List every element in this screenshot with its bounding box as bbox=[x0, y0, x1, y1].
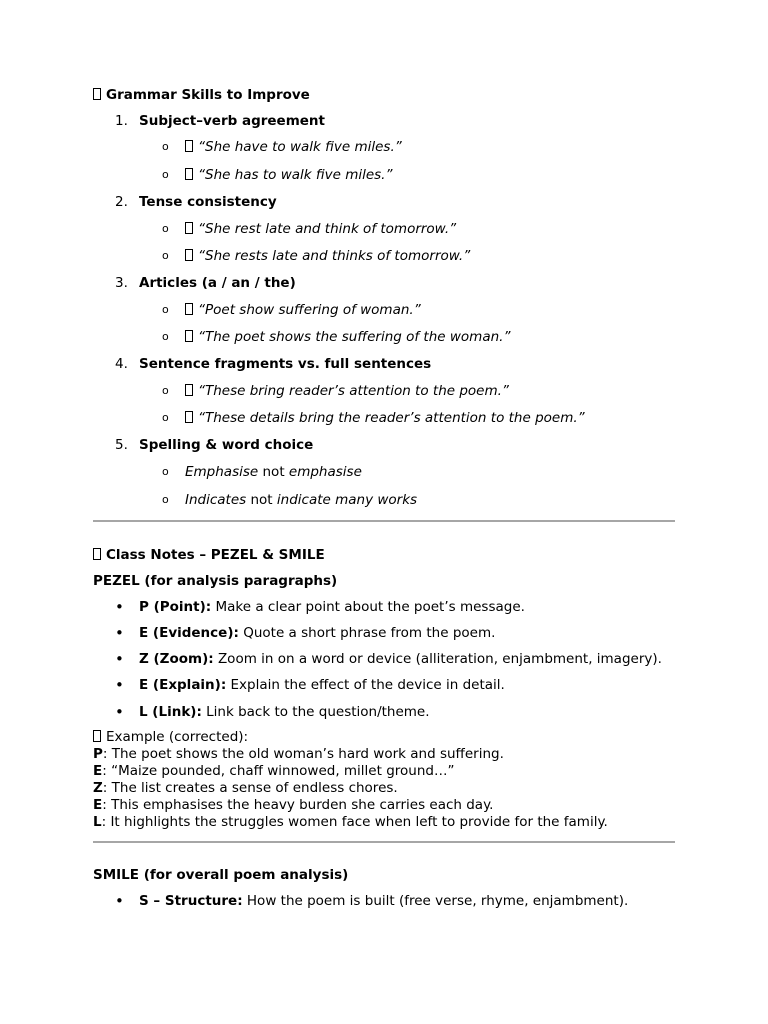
spelling-item bbox=[162, 463, 675, 481]
spelling-list bbox=[93, 463, 675, 509]
smile-text: How the poem is built (free verse, rhyme, enjambment). bbox=[246, 893, 629, 909]
example-text: “She rests late and thinks of tomorrow.” bbox=[198, 248, 471, 264]
check-mark-icon bbox=[185, 249, 193, 261]
example-line-text: : It highlights the struggles women face when left to provide for the family. bbox=[101, 814, 608, 830]
example-key: P bbox=[93, 746, 103, 762]
section-divider bbox=[93, 520, 675, 522]
example-text: “She have to walk five miles.” bbox=[198, 139, 402, 155]
pezel-item bbox=[115, 650, 675, 668]
point-number: 2. bbox=[115, 194, 128, 210]
incorrect-word: indicate many works bbox=[276, 492, 418, 508]
point-number: 1. bbox=[115, 113, 128, 129]
check-mark-icon bbox=[93, 730, 101, 742]
pezel-label: Z (Zoom): bbox=[139, 651, 214, 667]
circle-bullet-icon: o bbox=[162, 222, 169, 235]
smile-heading: SMILE (for overall poem analysis) bbox=[93, 867, 349, 883]
circle-bullet-icon: o bbox=[162, 493, 169, 506]
example-key: E bbox=[93, 763, 103, 779]
notebook-icon bbox=[93, 548, 101, 560]
pezel-label: E (Evidence): bbox=[139, 625, 239, 641]
example-line bbox=[93, 797, 675, 814]
circle-bullet-icon: o bbox=[162, 384, 169, 397]
pezel-label: E (Explain): bbox=[139, 677, 227, 693]
not-word: not bbox=[262, 464, 285, 480]
pezel-item bbox=[115, 598, 675, 616]
example-line bbox=[93, 780, 675, 797]
example-heading bbox=[93, 729, 675, 746]
example-text: “The poet shows the suffering of the woman.” bbox=[198, 329, 511, 345]
circle-bullet-icon: o bbox=[162, 249, 169, 262]
pezel-text: Explain the effect of the device in detail. bbox=[230, 677, 505, 693]
circle-bullet-icon: o bbox=[162, 411, 169, 424]
example-list bbox=[93, 220, 675, 265]
pezel-text: Make a clear point about the poet’s message. bbox=[215, 599, 525, 615]
example-key: E bbox=[93, 797, 103, 813]
check-mark-icon bbox=[185, 168, 193, 180]
bullet-icon: • bbox=[115, 676, 124, 694]
corrected-example bbox=[93, 729, 675, 831]
example-text: “These bring reader’s attention to the poem.” bbox=[198, 383, 509, 399]
example-heading-text: Example (corrected): bbox=[106, 729, 249, 745]
example-line-text: : This emphasises the heavy burden she carries each day. bbox=[102, 797, 494, 813]
example-line bbox=[93, 746, 675, 763]
point-title: Subject–verb agreement bbox=[139, 113, 325, 129]
grammar-point bbox=[93, 112, 675, 184]
grammar-point bbox=[93, 436, 675, 509]
grammar-list bbox=[93, 112, 675, 509]
document-page bbox=[93, 86, 675, 910]
point-number: 3. bbox=[115, 275, 128, 291]
pezel-heading: PEZEL (for analysis paragraphs) bbox=[93, 573, 338, 589]
example-item bbox=[162, 409, 675, 427]
point-title: Spelling & word choice bbox=[139, 437, 314, 453]
point-title: Articles (a / an / the) bbox=[139, 275, 296, 291]
pezel-label: P (Point): bbox=[139, 599, 212, 615]
bullet-icon: • bbox=[115, 703, 124, 721]
example-key: L bbox=[93, 814, 102, 830]
pezel-text: Zoom in on a word or device (alliteration, enjambment, imagery). bbox=[217, 651, 662, 667]
correct-word: Emphasise bbox=[185, 464, 259, 480]
point-title: Sentence fragments vs. full sentences bbox=[139, 356, 432, 372]
grammar-point bbox=[93, 355, 675, 427]
pezel-item bbox=[115, 676, 675, 694]
example-line-text: : The poet shows the old woman’s hard work and suffering. bbox=[102, 746, 504, 762]
grammar-point bbox=[93, 274, 675, 346]
smile-label: S – Structure: bbox=[139, 893, 243, 909]
incorrect-word: emphasise bbox=[288, 464, 362, 480]
circle-bullet-icon: o bbox=[162, 140, 169, 153]
example-line bbox=[93, 814, 675, 831]
pezel-item bbox=[115, 624, 675, 642]
bullet-icon: • bbox=[115, 598, 124, 616]
check-mark-icon bbox=[185, 411, 193, 423]
example-line-text: : “Maize pounded, chaff winnowed, millet ground…” bbox=[102, 763, 455, 779]
example-list bbox=[93, 382, 675, 427]
example-item bbox=[162, 382, 675, 400]
grammar-point bbox=[93, 193, 675, 265]
example-list bbox=[93, 138, 675, 184]
circle-bullet-icon: o bbox=[162, 168, 169, 181]
example-key: Z bbox=[93, 780, 103, 796]
point-number: 4. bbox=[115, 356, 128, 372]
example-text: “She has to walk five miles.” bbox=[198, 167, 393, 183]
notes-heading-text: Class Notes – PEZEL & SMILE bbox=[106, 547, 325, 563]
example-line bbox=[93, 763, 675, 780]
example-item bbox=[162, 328, 675, 346]
clipboard-icon bbox=[93, 88, 101, 100]
example-text: “Poet show suffering of woman.” bbox=[198, 302, 421, 318]
cross-mark-icon bbox=[185, 303, 193, 315]
bullet-icon: • bbox=[115, 624, 124, 642]
pezel-item bbox=[115, 703, 675, 721]
pezel-list bbox=[93, 599, 675, 721]
example-item bbox=[162, 166, 675, 184]
example-item bbox=[162, 301, 675, 319]
check-mark-icon bbox=[185, 330, 193, 342]
bullet-icon: • bbox=[115, 892, 124, 910]
cross-mark-icon bbox=[185, 140, 193, 152]
point-number: 5. bbox=[115, 437, 128, 453]
correct-word: Indicates bbox=[185, 492, 247, 508]
grammar-heading bbox=[93, 86, 675, 104]
circle-bullet-icon: o bbox=[162, 330, 169, 343]
point-title: Tense consistency bbox=[139, 194, 277, 210]
circle-bullet-icon: o bbox=[162, 465, 169, 478]
grammar-heading-text: Grammar Skills to Improve bbox=[106, 87, 310, 103]
spelling-item bbox=[162, 491, 675, 509]
example-text: “These details bring the reader’s attention to the poem.” bbox=[198, 410, 585, 426]
example-line-text: : The list creates a sense of endless chores. bbox=[102, 780, 398, 796]
cross-mark-icon bbox=[185, 222, 193, 234]
example-item bbox=[162, 247, 675, 265]
example-item bbox=[162, 138, 675, 156]
example-list bbox=[93, 301, 675, 346]
section-divider bbox=[93, 841, 675, 843]
smile-item bbox=[115, 892, 675, 910]
pezel-text: Link back to the question/theme. bbox=[206, 704, 430, 720]
not-word: not bbox=[250, 492, 273, 508]
circle-bullet-icon: o bbox=[162, 303, 169, 316]
notes-heading bbox=[93, 546, 675, 564]
pezel-text: Quote a short phrase from the poem. bbox=[243, 625, 496, 641]
pezel-label: L (Link): bbox=[139, 704, 202, 720]
smile-list bbox=[93, 893, 675, 910]
example-item bbox=[162, 220, 675, 238]
cross-mark-icon bbox=[185, 384, 193, 396]
example-text: “She rest late and think of tomorrow.” bbox=[198, 221, 457, 237]
bullet-icon: • bbox=[115, 650, 124, 668]
